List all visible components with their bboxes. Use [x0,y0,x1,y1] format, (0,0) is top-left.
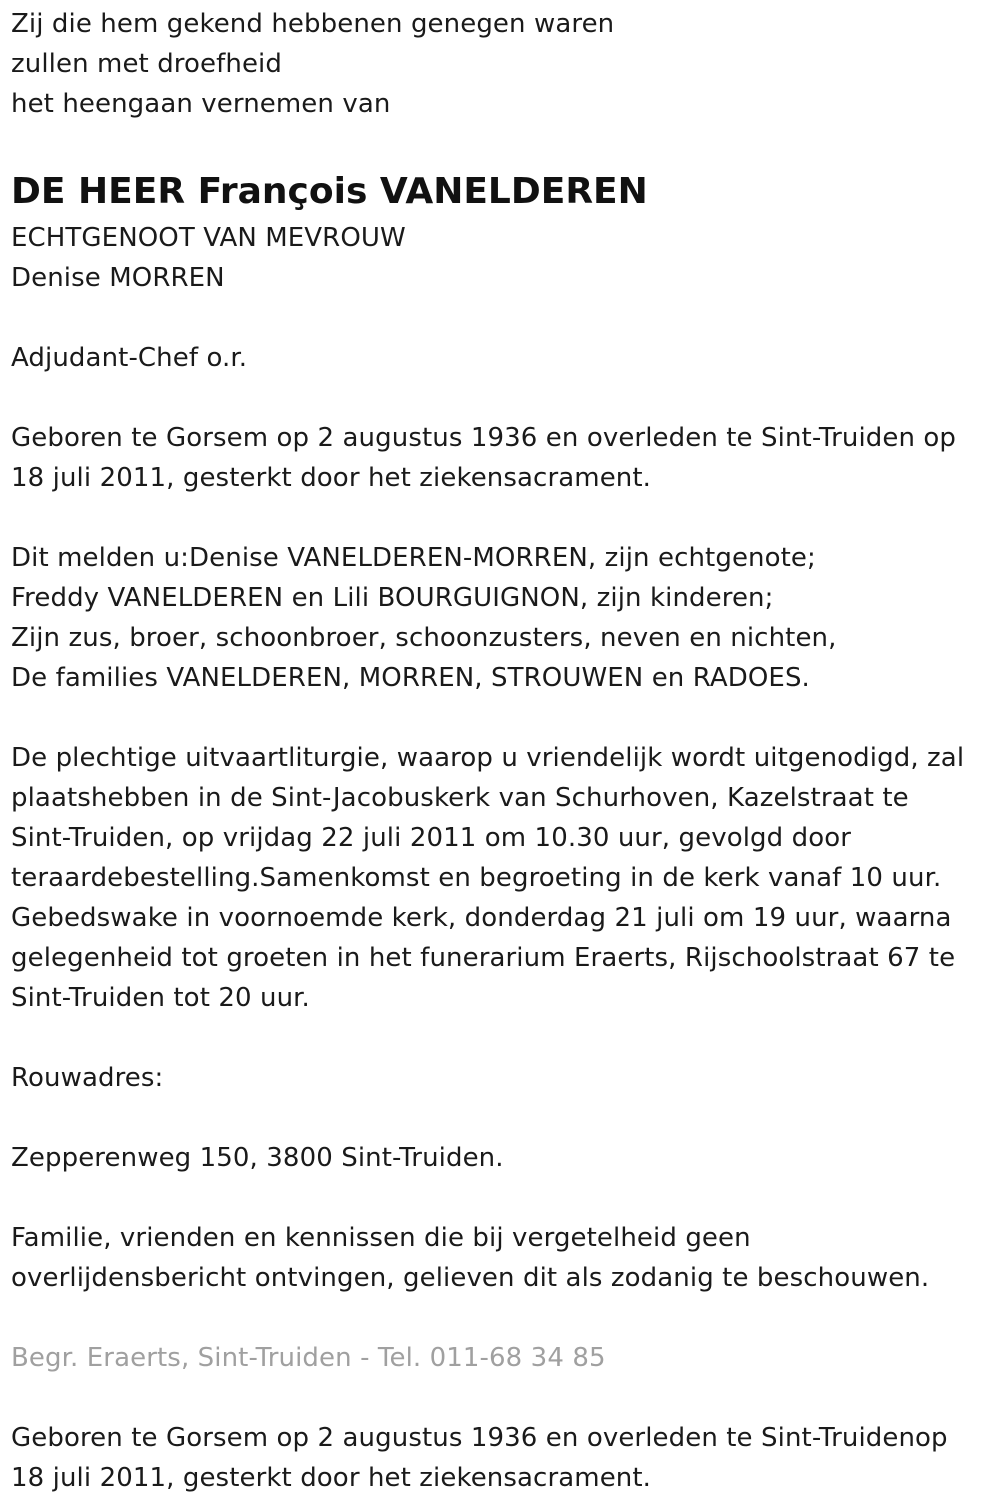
notice-line: overlijdensbericht ontvingen, gelieven dit als zodanig te beschouwen. [11,1263,930,1293]
spacer [11,1098,991,1138]
birth-death-line: Geboren te Gorsem op 2 augustus 1936 en overleden te Sint-Truiden op [11,423,957,453]
birth-death-repeat-block [11,1418,991,1498]
spacer [11,498,991,538]
ceremony-block [11,738,991,1018]
announcers-block [11,538,991,698]
spacer [11,298,991,338]
deceased-relation: ECHTGENOOT VAN MEVROUW [11,223,406,253]
spacer [11,124,991,164]
deceased-spouse: Denise MORREN [11,263,225,293]
funeral-home-credit: Begr. Eraerts, Sint-Truiden - Tel. 011-68 34 85 [11,1343,606,1373]
spacer [11,1018,991,1058]
spacer [11,1178,991,1218]
ceremony-line: teraardebestelling.Samenkomst en begroeting in de kerk vanaf 10 uur. [11,863,942,893]
obituary-document [11,4,991,1498]
ceremony-line: Gebedswake in voornoemde kerk, donderdag 21 juli om 19 uur, waarna [11,903,952,933]
mourning-address-label: Rouwadres: [11,1063,164,1093]
ceremony-line: Sint-Truiden tot 20 uur. [11,983,310,1013]
deceased-block [11,168,991,298]
announcer-line: De families VANELDEREN, MORREN, STROUWEN en RADOES. [11,663,810,693]
ceremony-line: De plechtige uitvaartliturgie, waarop u vriendelijk wordt uitgenodigd, zal [11,743,965,773]
announcer-line: Dit melden u:Denise VANELDEREN-MORREN, zijn echtgenote; [11,543,816,573]
deceased-title: Adjudant-Chef o.r. [11,343,248,373]
announcer-line: Freddy VANELDEREN en Lili BOURGUIGNON, zijn kinderen; [11,583,774,613]
spacer [11,1378,991,1418]
intro-line: Zij die hem gekend hebbenen genegen waren [11,9,615,39]
birth-death-repeat-line: Geboren te Gorsem op 2 augustus 1936 en overleden te Sint-Truidenop [11,1423,948,1453]
birth-death-block [11,418,991,498]
spacer [11,1298,991,1338]
deceased-name: DE HEER François VANELDEREN [11,171,648,212]
notice-line: Familie, vrienden en kennissen die bij vergetelheid geen [11,1223,751,1253]
ceremony-line: Sint-Truiden, op vrijdag 22 juli 2011 om 10.30 uur, gevolgd door [11,823,852,853]
birth-death-line: 18 juli 2011, gesterkt door het ziekensacrament. [11,463,652,493]
intro-line: zullen met droefheid [11,49,282,79]
ceremony-line: plaatshebben in de Sint-Jacobuskerk van Schurhoven, Kazelstraat te [11,783,909,813]
mourning-address: Zepperenweg 150, 3800 Sint-Truiden. [11,1143,504,1173]
intro-block [11,4,991,124]
spacer [11,698,991,738]
birth-death-repeat-line: 18 juli 2011, gesterkt door het ziekensacrament. [11,1463,652,1493]
announcer-line: Zijn zus, broer, schoonbroer, schoonzusters, neven en nichten, [11,623,837,653]
notice-block [11,1218,991,1298]
ceremony-line: gelegenheid tot groeten in het funerarium Eraerts, Rijschoolstraat 67 te [11,943,956,973]
spacer [11,378,991,418]
intro-line: het heengaan vernemen van [11,89,391,119]
